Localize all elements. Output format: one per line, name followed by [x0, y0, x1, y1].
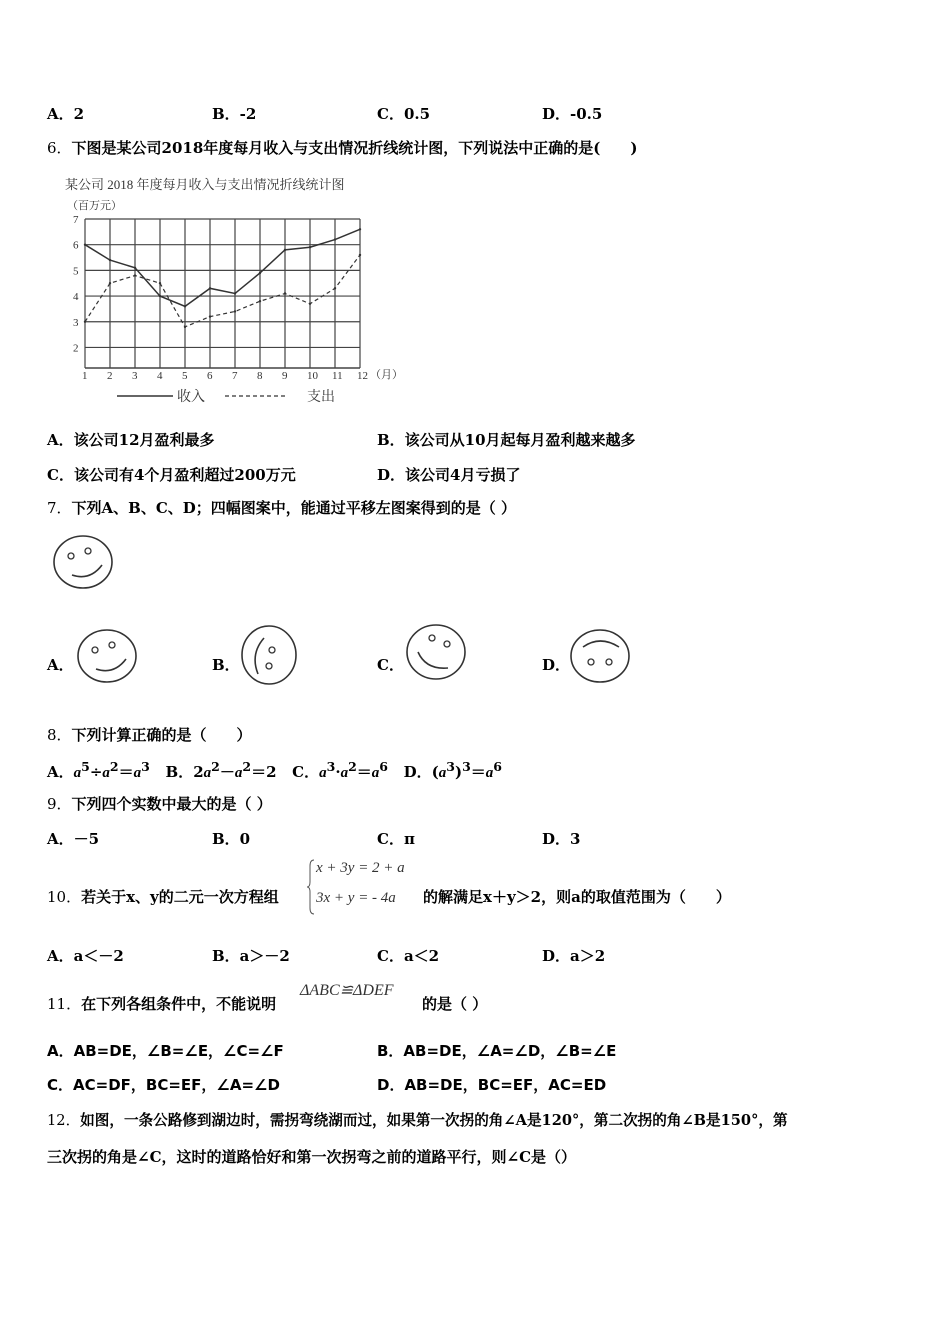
q10-option-b[interactable]: B．a＞－2	[212, 947, 290, 965]
q9-option-a[interactable]: A．－5	[47, 830, 100, 848]
q10-equation-2: 3x + y = - 4a	[316, 890, 396, 906]
series-line-income	[85, 229, 360, 306]
q12-number: 12．	[47, 1112, 81, 1129]
q5-option-d[interactable]: D．-0.5	[542, 105, 603, 123]
q7-label-a: A．	[47, 656, 74, 674]
q9-option-c[interactable]: C．π	[377, 830, 415, 848]
smiley-option-c[interactable]	[404, 622, 468, 682]
q11-option-d[interactable]: D．AB=DE，BC=EF，AC=ED	[377, 1076, 607, 1094]
x-tick-label: 8	[257, 370, 263, 382]
x-tick-label: 10	[307, 370, 318, 382]
q7-number: 7．	[47, 499, 72, 517]
q10-equation-1: x + 3y = 2 + a	[316, 860, 405, 876]
y-tick-label: 7	[73, 214, 79, 226]
q8-option-a[interactable]: A．$a^5\div a^2=a^3$	[47, 759, 150, 781]
y-tick-label: 4	[73, 291, 79, 304]
q6-option-b[interactable]: B．该公司从10月起每月盈利越来越多	[377, 431, 636, 449]
data-point	[234, 310, 236, 312]
q10-option-c[interactable]: C．a＜2	[377, 947, 440, 965]
q7-text: 下列A、B、C、D；四幅图案中，能通过平移左图案得到的是（ ）	[71, 499, 517, 517]
data-point	[234, 292, 236, 294]
q11-option-c[interactable]: C．AC=DF，BC=EF，∠A=∠D	[47, 1076, 280, 1094]
q8-option-d[interactable]: D．$(a^3)^3=a^6$	[403, 759, 502, 781]
q10-text-before: 若关于x、y的二元一次方程组	[81, 888, 279, 906]
q8-option-b[interactable]: B．$2a^2-a^2=2$	[165, 759, 277, 781]
y-tick-label: 5	[73, 265, 79, 278]
q9-option-b[interactable]: B．0	[212, 830, 251, 848]
q7-stem	[47, 497, 516, 518]
q11-stem-before	[47, 993, 276, 1014]
data-point	[259, 300, 261, 302]
data-point	[359, 254, 361, 256]
data-point	[109, 259, 111, 261]
q6-option-a[interactable]: A．该公司12月盈利最多	[47, 431, 215, 449]
chart-xlabel: （月）	[370, 369, 403, 381]
data-point	[259, 272, 261, 274]
data-point	[209, 315, 211, 317]
q8-options	[47, 759, 502, 782]
q9-option-d[interactable]: D．3	[542, 830, 581, 848]
q6-stem	[47, 137, 638, 158]
q8-number: 8．	[47, 726, 72, 744]
q6-text: 下图是某公司2018年度每月收入与支出情况折线统计图，下列说法中正确的是( )	[71, 139, 638, 157]
data-point	[309, 246, 311, 248]
q11-option-b[interactable]: B．AB=DE，∠A=∠D，∠B=∠E	[377, 1042, 617, 1060]
smiley-original	[50, 533, 116, 591]
data-point	[184, 305, 186, 307]
q8-option-c[interactable]: C．$a^3\cdot a^2=a^6$	[292, 759, 388, 781]
q5-option-c[interactable]: C．0.5	[377, 105, 431, 123]
smiley-option-d[interactable]	[567, 627, 633, 685]
q7-label-d: D．	[542, 656, 571, 674]
x-tick-label: 6	[207, 370, 213, 382]
q9-stem	[47, 793, 272, 814]
q12-line-2: 三次拐的角是∠C，这时的道路恰好和第一次拐弯之前的道路平行，则∠C是（）	[47, 1148, 577, 1166]
q5-option-a[interactable]: A．2	[47, 105, 85, 123]
data-point	[159, 295, 161, 297]
q6-option-d[interactable]: D．该公司4月亏损了	[377, 466, 521, 484]
q8-text: 下列计算正确的是（ ）	[71, 726, 252, 744]
x-tick-label: 7	[232, 370, 238, 382]
q12-line-1	[47, 1109, 788, 1130]
legend-expense: 支出	[307, 390, 335, 405]
x-tick-label: 9	[282, 370, 288, 382]
q10-text-after: 的解满足x＋y＞2，则a的取值范围为（ ）	[423, 888, 731, 906]
x-tick-label: 1	[82, 370, 88, 382]
y-tick-label: 2	[73, 342, 79, 355]
q12-text-1: 如图，一条公路修到湖边时，需拐弯绕湖而过，如果第一次拐的角∠A是120°，第二次拐的角∠B是150°，第	[80, 1112, 788, 1129]
q11-text-after: 的是（ ）	[422, 995, 488, 1013]
q11-option-a[interactable]: A．AB=DE，∠B=∠E，∠C=∠F	[47, 1042, 284, 1060]
q9-text: 下列四个实数中最大的是（ ）	[71, 795, 272, 813]
x-tick-label: 3	[132, 370, 138, 382]
smiley-option-a[interactable]	[74, 627, 140, 685]
equation-brace	[306, 858, 316, 916]
x-tick-label: 12	[357, 370, 368, 382]
data-point	[134, 274, 136, 276]
data-point	[84, 243, 86, 245]
data-point	[184, 326, 186, 328]
data-point	[209, 287, 211, 289]
q6-number: 6．	[47, 139, 72, 157]
data-point	[284, 249, 286, 251]
data-point	[109, 282, 111, 284]
data-point	[334, 287, 336, 289]
q11-text-before: 在下列各组条件中，不能说明	[81, 995, 277, 1013]
q11-formula: ΔABC≌ΔDEF	[300, 982, 394, 999]
q11-number: 11．	[47, 995, 82, 1013]
smiley-option-b[interactable]	[238, 624, 300, 686]
data-point	[309, 303, 311, 305]
q10-option-a[interactable]: A．a＜－2	[47, 947, 124, 965]
data-point	[334, 238, 336, 240]
q7-label-b: B．	[212, 656, 240, 674]
line-chart	[55, 172, 415, 412]
q8-stem	[47, 724, 252, 745]
q10-number: 10．	[47, 888, 82, 906]
q10-stem-before	[47, 886, 279, 907]
data-point	[84, 321, 86, 323]
x-tick-label: 5	[182, 370, 188, 382]
x-tick-label: 4	[157, 370, 163, 382]
data-point	[359, 228, 361, 230]
q10-option-d[interactable]: D．a＞2	[542, 947, 606, 965]
data-point	[284, 292, 286, 294]
data-point	[134, 267, 136, 269]
x-tick-label: 11	[332, 370, 343, 382]
y-tick-label: 3	[73, 316, 79, 329]
q6-option-c[interactable]: C．该公司有4个月盈利超过200万元	[47, 466, 296, 484]
legend-income: 收入	[177, 390, 205, 405]
data-point	[159, 282, 161, 284]
x-tick-label: 2	[107, 370, 113, 382]
chart-ylabel: （百万元）	[67, 200, 122, 212]
q7-label-c: C．	[377, 656, 404, 674]
q9-number: 9．	[47, 795, 72, 813]
y-tick-label: 6	[73, 239, 79, 252]
chart-title: 某公司 2018 年度每月收入与支出情况折线统计图	[65, 177, 345, 192]
q5-option-b[interactable]: B．-2	[212, 105, 257, 123]
